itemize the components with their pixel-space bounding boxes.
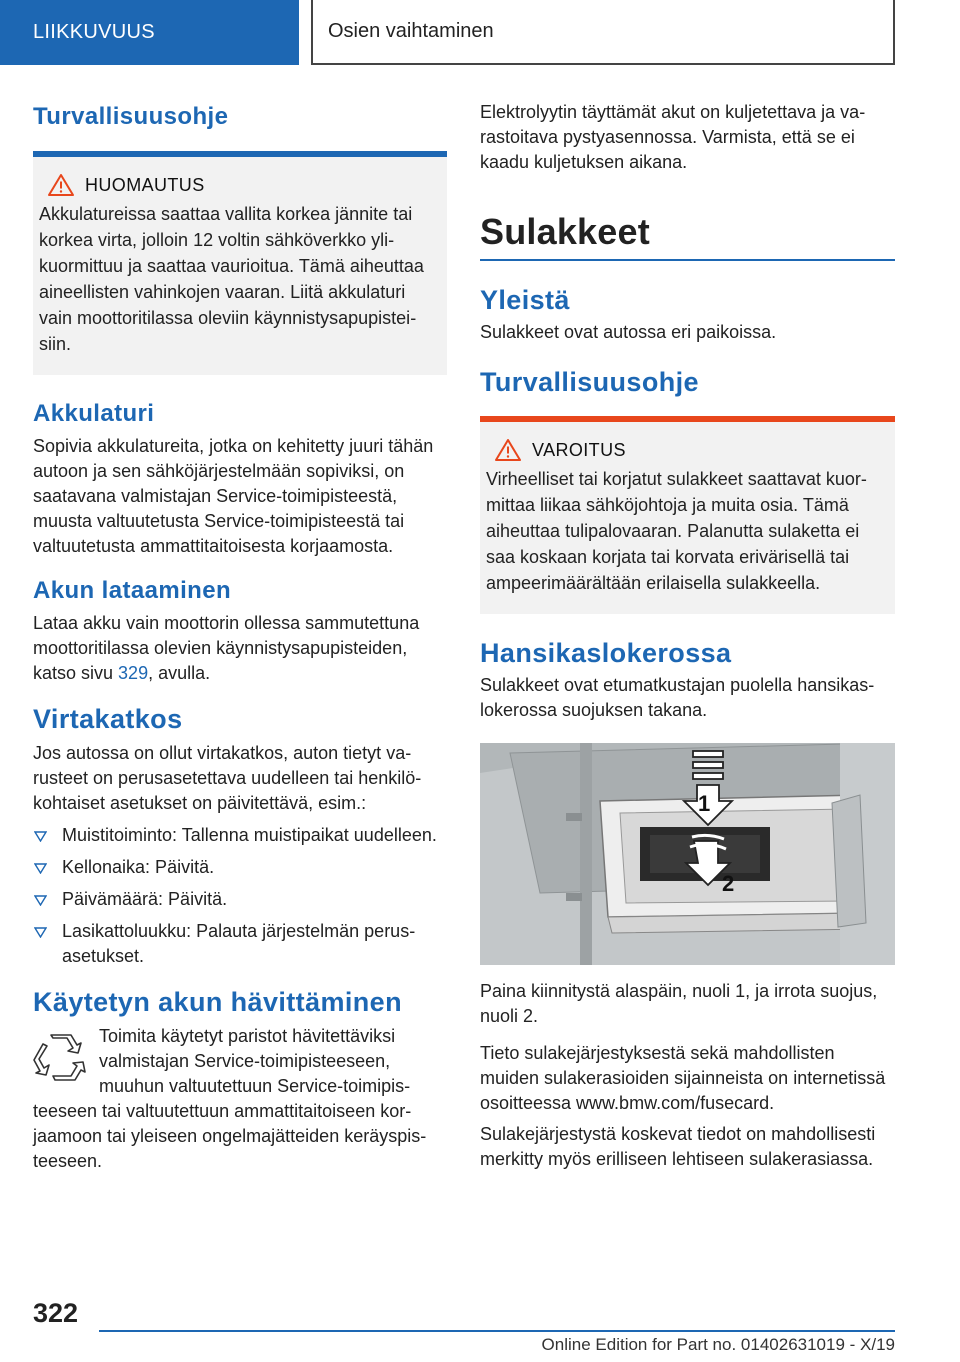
notice-text: Akkulatureissa saattaa vallita korkea jännite tai korkea virta, jolloin 12 voltin sähköverkko ylikuormittuu ja saattaa vaurioitua. Tämä aiheuttaa aineellisten vahinkojen vaaran. Liitä akkulaturi vain moottoritilassa oleviin käynnistysapupisteisiin. — [39, 204, 424, 354]
notice-box — [33, 151, 447, 375]
figure-label-1: 1 — [698, 791, 711, 817]
right-column — [480, 100, 895, 1172]
notice-label: HUOMAUTUS — [85, 174, 205, 195]
outage-list — [33, 823, 447, 969]
glovebox-heading: Hansikaslokerossa — [480, 638, 732, 669]
outage-text: Jos autossa on ollut virtakatkos, auton tietyt varusteet on perusasetettava uudelleen tai henkilökohtaiset asetukset on päivitettävä, esim.: — [33, 743, 422, 813]
glovebox-illustration — [480, 743, 895, 965]
bullet-triangle-icon — [34, 927, 47, 938]
disposal-text — [33, 1024, 447, 1174]
page-329-link[interactable]: 329 — [118, 663, 149, 683]
figure-label-2: 2 — [722, 871, 735, 897]
header-chapter-tab — [311, 0, 895, 65]
header-section-tab — [0, 0, 299, 65]
right-safety-heading: Turvallisuusohje — [480, 367, 699, 398]
disposal-heading: Käytetyn akun hävittäminen — [33, 987, 402, 1017]
footer-edition: Online Edition for Part no. 01402631019 - X/19 — [541, 1335, 895, 1354]
warning-triangle-icon — [47, 173, 75, 197]
bullet-triangle-icon — [34, 831, 47, 842]
recycle-icon — [33, 1032, 87, 1084]
charging-text — [33, 611, 447, 686]
glovebox-fuse-figure — [480, 743, 895, 965]
bullet-triangle-icon — [34, 895, 47, 906]
outage-heading: Virtakatkos — [33, 704, 183, 734]
disposal-block — [33, 1024, 447, 1174]
general-heading: Yleistä — [480, 285, 570, 316]
figure-caption: Paina kiinnitystä alaspäin, nuoli 1, ja irrota suojus, nuoli 2. — [480, 981, 878, 1027]
charging-text-before: Lataa akku vain moottorin ollessa sammutettuna moottoritilassa olevien käynnistysapupisteiden, katso sivu — [33, 613, 420, 683]
electrolyte-text: Elektrolyytin täyttämät akut on kuljetettava ja varastoitava pystyasennossa. Varmista, että se ei kaadu kuljetuksen aikana. — [480, 102, 866, 172]
left-column — [33, 95, 447, 1174]
list-item-text: Kellonaika: Päivitä. — [62, 857, 215, 877]
page-number: 322 — [33, 1298, 79, 1328]
charging-heading: Akun lataaminen — [33, 577, 232, 604]
warning-header — [486, 438, 889, 462]
charger-text: Sopivia akkulatureita, jotka on kehitetty juuri tähän autoon ja sen sähköjärjestelmään sopiviksi, on saatavana valmistajan Service-toimipisteestä, muusta valtuutetusta Service-toimipisteestä tai valtuutetusta ammattitaitoisesta korjaamosta. — [33, 436, 434, 556]
list-item — [33, 887, 447, 912]
fuses-heading: Sulakkeet — [480, 211, 895, 261]
disposal-text-body: Toimita käytetyt paristot hävitettäviksi valmistajan Service-toimipisteeseen, muuhun valtuutettuun Service-toimipisteeseen tai valtuutettuun ammattitaitoiseen korjaamoon tai yleiseen ongelmajätteiden keräyspisteeseen. — [33, 1026, 427, 1171]
warning-box — [480, 416, 895, 614]
warning-text: Virheelliset tai korjatut sulakkeet saattavat kuormittaa liikaa sähköjohtoja ja muita osia. Tämä aiheuttaa tulipalovaaran. Palanutta sulaketta ei saa koskaan korjata tai korvata erivärisellä tai ampeerimäärältään erilaisella sulakkeella. — [486, 469, 867, 594]
general-text: Sulakkeet ovat autossa eri paikoissa. — [480, 322, 777, 343]
header-chapter-label: Osien vaihtaminen — [328, 20, 494, 42]
list-item-text: Muistitoiminto: Tallenna muistipaikat uudelleen. — [62, 825, 437, 845]
charger-heading: Akkulaturi — [33, 400, 155, 427]
glovebox-text: Sulakkeet ovat etumatkustajan puolella hansikaslokerossa suojuksen takana. — [480, 675, 875, 721]
warning-label: VAROITUS — [532, 439, 626, 460]
list-item-text: Lasikattoluukku: Palauta järjestelmän perusasetukset. — [62, 921, 416, 966]
left-safety-heading: Turvallisuusohje — [33, 103, 229, 130]
charging-text-after: , avulla. — [148, 663, 211, 683]
header-section-label: LIIKKUVUUS — [33, 21, 155, 43]
label-text: Sulakejärjestystä koskevat tiedot on mahdollisesti merkitty myös erilliseen lehtiseen sulakerasiassa. — [480, 1124, 876, 1170]
bullet-triangle-icon — [34, 863, 47, 874]
warning-triangle-icon — [494, 438, 522, 462]
list-item-text: Päivämäärä: Päivitä. — [62, 889, 228, 909]
list-item — [33, 919, 447, 969]
list-item — [33, 855, 447, 880]
info-text: Tieto sulakejärjestyksestä sekä mahdollisten muiden sulakerasioiden sijainneista on internetissä osoitteessa www.bmw.com/fusecard. — [480, 1043, 886, 1114]
list-item — [33, 823, 447, 848]
notice-header — [39, 173, 441, 197]
footer-divider — [99, 1330, 895, 1332]
